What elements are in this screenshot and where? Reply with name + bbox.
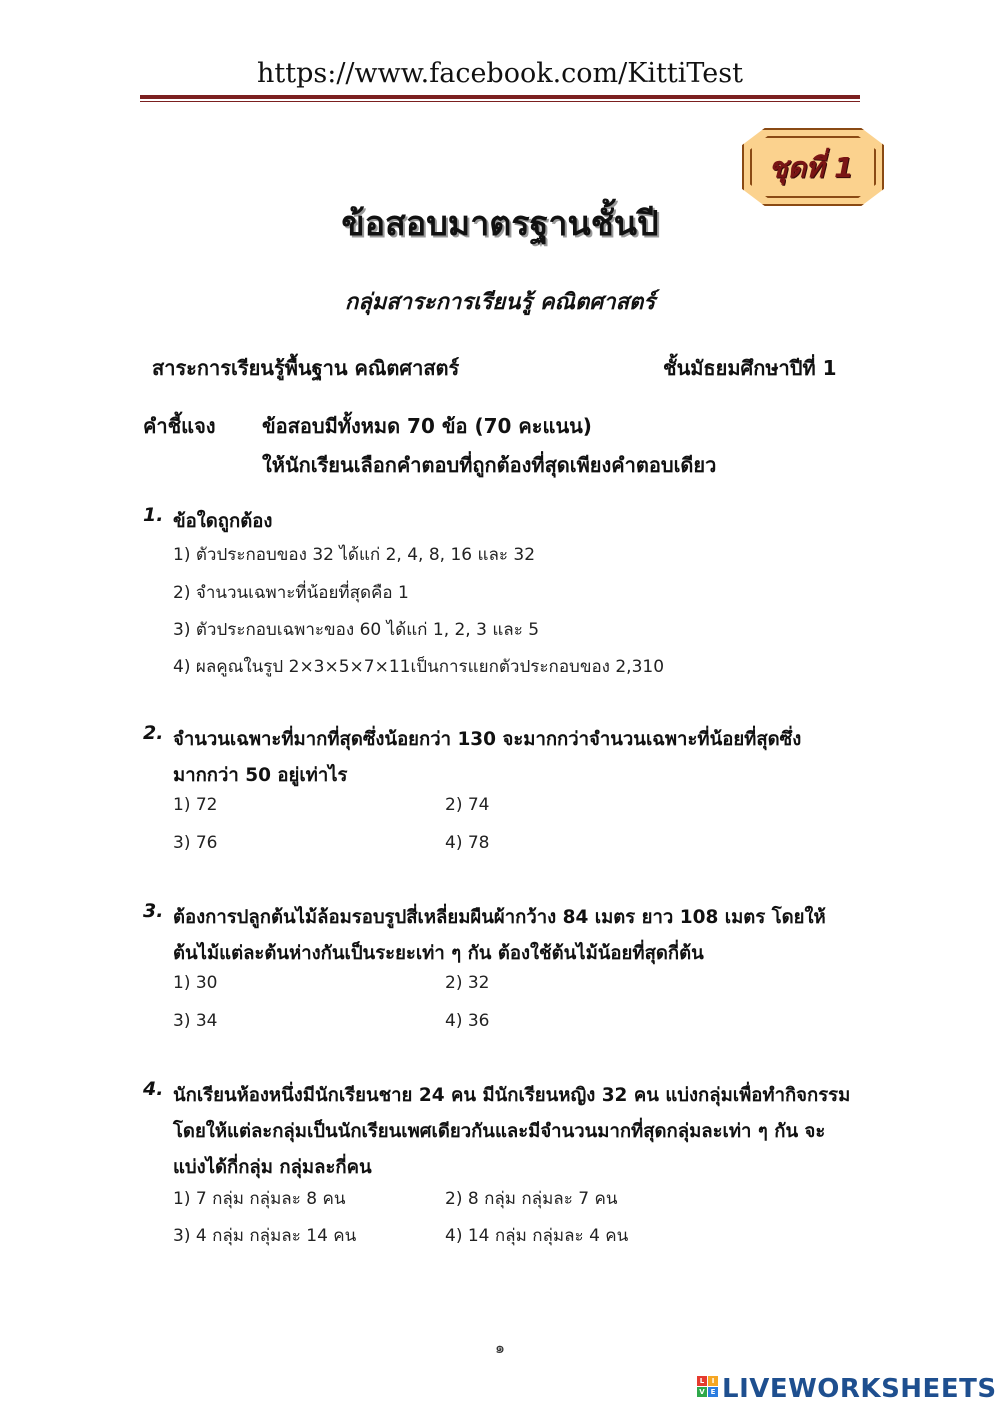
question-line: ต้นไม้แต่ละต้นห่างกันเป็นระยะเท่า ๆ กัน ต้องใช้ต้นไม้น้อยที่สุดกี่ต้น [173,943,704,964]
option-2[interactable]: 2) 8 กลุ่ม กลุ่มละ 7 คน [445,1189,618,1209]
logo-letter: L [697,1376,707,1386]
option-2[interactable]: 2) จำนวนเฉพาะที่น้อยที่สุดคือ 1 [173,583,409,603]
question-text [173,900,873,972]
option-4[interactable]: 4) 36 [445,1011,490,1031]
subject-group: กลุ่มสาระการเรียนรู้ คณิตศาสตร์ [344,290,656,315]
logo-letter: E [708,1387,718,1397]
option-3[interactable]: 3) 76 [173,833,218,853]
course-name: สาระการเรียนรู้พื้นฐาน คณิตศาสตร์ [152,356,460,380]
question-line: แบ่งได้กี่กลุ่ม กลุ่มละกี่คน [173,1157,372,1178]
question-number: 3. [143,900,164,922]
option-3[interactable]: 3) 4 กลุ่ม กลุ่มละ 14 คน [173,1226,357,1246]
question-number: 1. [143,504,164,526]
option-2[interactable]: 2) 32 [445,973,490,993]
option-1[interactable]: 1) ตัวประกอบของ 32 ได้แก่ 2, 4, 8, 16 และ 32 [173,545,536,565]
option-4[interactable]: 4) ผลคูณในรูป 2×3×5×7×11เป็นการแยกตัวประกอบของ 2,310 [173,657,665,677]
header-url[interactable]: https://www.facebook.com/KittiTest [257,58,743,89]
question-text [173,504,873,540]
question-text [173,1078,873,1186]
option-4[interactable]: 4) 14 กลุ่ม กลุ่มละ 4 คน [445,1226,629,1246]
instructions-line-2: ให้นักเรียนเลือกคำตอบที่ถูกต้องที่สุดเพียงคำตอบเดียว [262,453,717,477]
option-3[interactable]: 3) 34 [173,1011,218,1031]
grade-level: ชั้นมัธยมศึกษาปีที่ 1 [663,356,837,380]
page-title: ข้อสอบมาตรฐานชั้นปี [341,204,659,244]
set-badge-label: ชุดที่ 1 [768,151,854,184]
instructions-line-1: ข้อสอบมีทั้งหมด 70 ข้อ (70 คะแนน) [262,414,592,438]
question-number: 4. [143,1078,164,1100]
header-rule-thin [140,101,860,102]
question-line: จำนวนเฉพาะที่มากที่สุดซึ่งน้อยกว่า 130 จะมากกว่าจำนวนเฉพาะที่น้อยที่สุดซึ่ง [173,729,802,750]
option-4[interactable]: 4) 78 [445,833,490,853]
instructions-label: คำชี้แจง [143,414,216,438]
logo-letter: V [697,1387,707,1397]
question-line: มากกว่า 50 อยู่เท่าไร [173,765,348,786]
page-number: ๑ [494,1338,506,1357]
question-line: ต้องการปลูกต้นไม้ล้อมรอบรูปสี่เหลี่ยมผืนผ้ากว้าง 84 เมตร ยาว 108 เมตร โดยให้ [173,907,826,928]
option-1[interactable]: 1) 72 [173,795,218,815]
question-line: นักเรียนห้องหนึ่งมีนักเรียนชาย 24 คน มีนักเรียนหญิง 32 คน แบ่งกลุ่มเพื่อทำกิจกรรม [173,1085,851,1106]
question-line: โดยให้แต่ละกลุ่มเป็นนักเรียนเพศเดียวกันและมีจำนวนมากที่สุดกลุ่มละเท่า ๆ กัน จะ [173,1121,826,1142]
question-number: 2. [143,722,164,744]
option-1[interactable]: 1) 30 [173,973,218,993]
liveworksheets-logo-icon[interactable] [697,1376,719,1398]
header-rule-thick [140,95,860,99]
option-2[interactable]: 2) 74 [445,795,490,815]
question-text [173,722,873,794]
option-1[interactable]: 1) 7 กลุ่ม กลุ่มละ 8 คน [173,1189,346,1209]
option-3[interactable]: 3) ตัวประกอบเฉพาะของ 60 ได้แก่ 1, 2, 3 และ 5 [173,620,540,640]
question-line: ข้อใดถูกต้อง [173,511,273,532]
liveworksheets-brand[interactable]: LIVEWORKSHEETS [722,1374,997,1404]
logo-letter: I [708,1376,718,1386]
